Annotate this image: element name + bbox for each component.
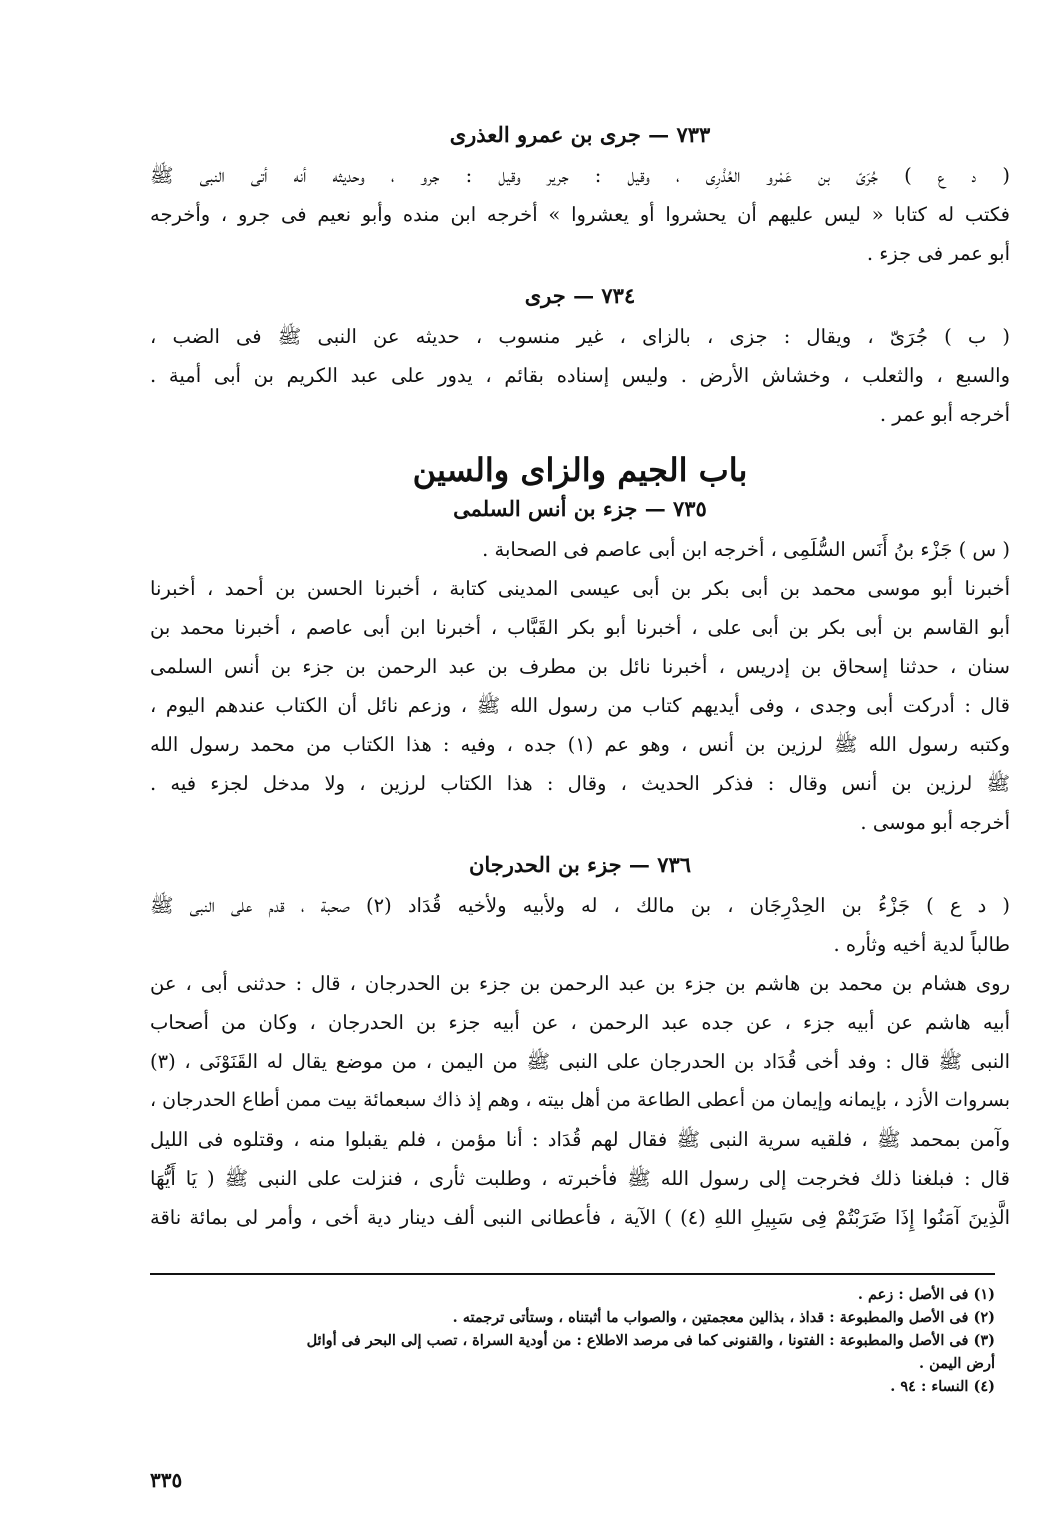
chapter-title: باب الجيم والزاى والسين [412, 451, 748, 489]
text-line: ( د ع ) جُرَىّ بن عَمْرو العُذْرِى ، وقيل : جرير وقيل : جرو ، وحديثه أنه أتى النبى ﷺ [150, 164, 1010, 187]
text-line: أبو القاسم بن أبى بكر بن أبى على ، أخبرنا أبو بكر القَبَّاب ، أخبرنا ابن أبى عاصم ، أخبرنا محمد بن [150, 616, 1010, 639]
text-line: وكتبه رسول الله ﷺ لرزين بن أنس ، وهو عم (١) جده ، وفيه : هذا الكتاب من محمد رسول الله [150, 733, 1011, 756]
text-line: طالباً لدية أخيه وثأره . [833, 933, 1010, 956]
footnote: (٤) النساء : ٩٤ . [890, 1378, 995, 1395]
entry-heading: ٧٣٤ — جرى [524, 283, 636, 308]
text-line: ( ب ) جُرَىّ ، ويقال : جزى ، بالزاى ، غير منسوب ، حديثه عن النبى ﷺ فى الضب ، [150, 325, 1010, 348]
text-line: أخبرنا أبو موسى محمد بن أبى بكر بن أبى عيسى المدينى كتابة ، أخبرنا الحسن بن أحمد ، أخبرنا [150, 577, 1010, 600]
footnote: (٣) فى الأصل والمطبوعة : الفتونا ، والقنونى كما فى مرصد الاطلاع : من أودية السراة ، تصب إلى البحر فى أوائل [306, 1332, 995, 1349]
entry-733 [150, 120, 1010, 273]
text-line: فكتب له كتابا « ليس عليهم أن يحشروا أو يعشروا » أخرجه ابن منده وأبو نعيم فى جرو ، وأخرجه [150, 203, 1010, 226]
page-number: ٣٣٥ [150, 1468, 183, 1492]
text-line: روى هشام بن محمد بن هاشم بن جزء بن عبد الرحمن بن جزء بن الحدرجان ، قال : حدثنى أبى ، عن [150, 972, 1010, 995]
entry-735 [150, 494, 1010, 842]
text-line: الَّذِينَ آمَنُوا إِذَا ضَرَبْتُمْ فِى سَبِيلِ اللهِ (٤) ) الآية ، فأعطانى النبى ألف دينار دية أخى ، وأمر لى بمائة ناقة [150, 1206, 1010, 1229]
footnote: (٢) فى الأصل والمطبوعة : قداذ ، بذالين معجمتين ، والصواب ما أثبتناه ، وستأتى ترجمته . [452, 1309, 995, 1326]
footnote-divider [150, 1273, 995, 1275]
text-line: أخرجه أبو عمر . [879, 403, 1010, 426]
text-line: والسبع ، والثعلب ، وخشاش الأرض . وليس إسناده بقائم ، يدور على عبد الكريم بن أبى أمية . [150, 364, 1010, 387]
footnotes [150, 1273, 995, 1398]
text-line: بسروات الأزد ، بإيمانه وإيمان من أعطى الطاعة من أهل بيته ، وهم إذ ذاك سبعمائة بيت ممن أطاع الحدرجان ، [150, 1089, 1010, 1111]
entry-heading: ٧٣٥ — جزء بن أنس السلمى [453, 496, 707, 521]
entry-734 [150, 281, 1010, 434]
entry-heading: ٧٣٦ — جزء بن الحدرجان [468, 852, 692, 877]
entry-736 [150, 850, 1010, 1237]
text-line: النبى ﷺ قال : وفد أخى قُدَاد بن الحدرجان على النبى ﷺ من اليمن ، من موضع يقال له القَنَوْنَى ، (٣) [150, 1050, 1010, 1073]
entry-heading: ٧٣٣ — جرى بن عمرو العذرى [449, 122, 711, 147]
text-line: سنان ، حدثنا إسحاق بن إدريس ، أخبرنا نائل بن مطرف بن عبد الرحمن بن جزء بن أنس السلمى [150, 655, 1010, 678]
text-line: قال : فبلغنا ذلك فخرجت إلى رسول الله ﷺ فأخبرته ، وطلبت ثأرى ، فنزلت على النبى ﷺ ( يَا أَيُّهَا [150, 1167, 1010, 1190]
text-line: قال : أدركت أبى وجدى ، وفى أيديهم كتاب من رسول الله ﷺ ، وزعم نائل أن الكتاب عندهم اليوم ، [150, 694, 1010, 717]
text-line: أبيه هاشم عن أبيه جزء ، عن جده عبد الرحمن ، عن أبيه جزء بن الحدرجان ، وكان من أصحاب [150, 1011, 1010, 1034]
text-line: ﷺ لرزين بن أنس وقال : فذكر الحديث ، وقال : هذا الكتاب لرزين ، ولا مدخل لجزء فيه . [150, 772, 1010, 795]
text-line: ( د ع ) جَزْءُ بن الحِدْرِجَان ، بن مالك ، له ولأبيه ولأخيه قُدَاد (٢) صحبة ، قدم على النبى ﷺ [150, 894, 1010, 917]
text-line: وآمن بمحمد ﷺ ، فلقيه سرية النبى ﷺ فقال لهم قُدَاد : أنا مؤمن ، فلم يقبلوا منه ، وقتلوه فى الليل [150, 1128, 1010, 1151]
text-line: أبو عمر فى جزء . [866, 242, 1010, 265]
footnote: (١) فى الأصل : زعم . [857, 1286, 995, 1303]
text-line: ( س ) جَزْء بنُ أَنَس السُّلَمِى ، أخرجه ابن أبى عاصم فى الصحابة . [482, 538, 1010, 561]
text-line: أخرجه أبو موسى . [860, 811, 1010, 834]
footnote: أرض اليمن . [919, 1355, 995, 1372]
